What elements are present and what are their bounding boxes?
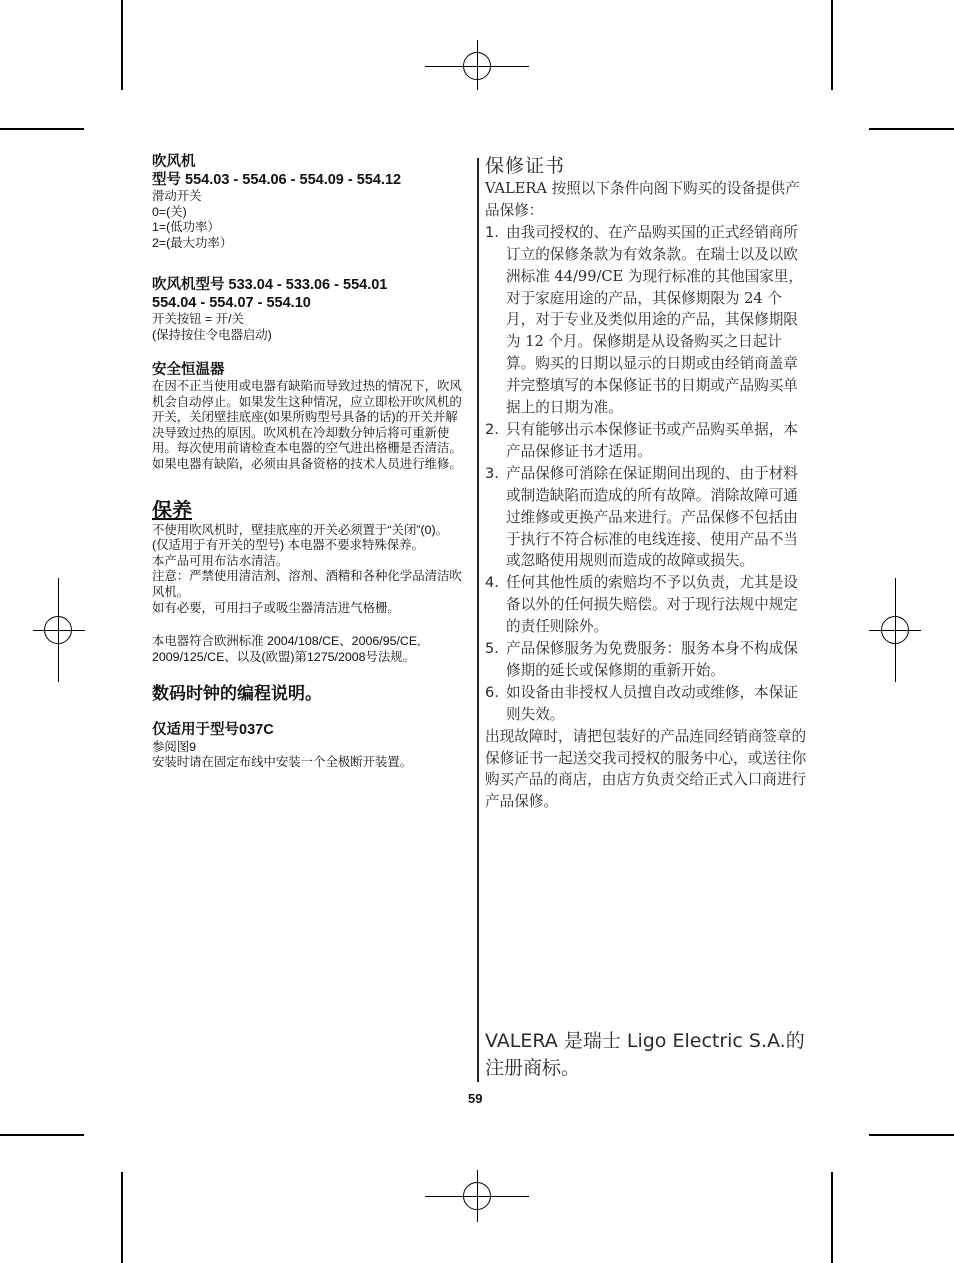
list-item <box>485 419 810 463</box>
registration-circle <box>463 52 491 80</box>
install-note: 安装时请在固定布线中安装一个全极断开装置。 <box>152 755 413 770</box>
dryer1-option-2: 2=(最大功率） <box>152 235 233 250</box>
list-item <box>485 222 810 419</box>
crop-mark <box>0 128 84 130</box>
item-text: 只有能够出示本保修证书或产品购买单据，本产品保修证书才适用。 <box>506 420 798 460</box>
see-figure: 参阅图9 <box>152 739 197 754</box>
item-number: 3. <box>485 464 499 482</box>
care-title: 保养 <box>152 499 192 522</box>
care-text-4: 如有必要，可用扫子或吸尘器清洁进气格栅。 <box>152 600 400 615</box>
crop-mark <box>831 0 833 90</box>
crop-mark <box>869 128 954 130</box>
dryer1-models: 型号 554.03 - 554.06 - 554.09 - 554.12 <box>152 171 402 188</box>
item-number: 5. <box>485 640 499 658</box>
column-divider <box>477 158 479 1082</box>
list-item <box>485 463 810 573</box>
warranty-title: 保修证书 <box>485 155 566 177</box>
crop-mark <box>121 1172 123 1263</box>
warranty-intro: VALERA 按照以下条件向阁下购买的设备提供产品保修： <box>485 180 800 219</box>
compliance-text: 本电器符合欧洲标准 2004/108/CE、2006/95/CE, 2009/125/CE、以及(欧盟)第1275/2008号法规。 <box>152 634 421 664</box>
care-text-3: 注意：严禁使用清洁剂、溶剂、酒精和各种化学品清洁吹风机。 <box>152 569 462 599</box>
item-text: 产品保修可消除在保证期间出现的、由于材料或制造缺陷而造成的所有故障。消除故障可通过维修或更换产品来进行。产品保修不包括由于执行不符合标准的电线连接、使用产品不当或忽略使用规则而造成的故障或损失。 <box>506 464 798 570</box>
list-item <box>485 682 810 726</box>
care-text-2: 本产品可用布沾水清洁。 <box>152 553 289 568</box>
item-text: 产品保修服务为免费服务：服务本身不构成保修期的延长或保修期的重新开始。 <box>506 640 798 679</box>
item-text: 任何其他性质的索赔均不予以负责，尤其是设备以外的任何损失赔偿。对于现行法规中规定的责任则除外。 <box>506 574 798 636</box>
registration-circle <box>463 1182 491 1210</box>
dryer1-title: 吹风机 <box>152 154 196 170</box>
care-text-1: 不使用吹风机时，壁挂底座的开关必须置于“关闭”(0)。(仅适用于有开关的型号) 本电器不要求特殊保养。 <box>152 522 448 553</box>
item-number: 2. <box>485 420 499 438</box>
dryer1-switch: 滑动开关 <box>152 189 202 203</box>
dryer2-button: 开关按钮 = 开/关 <box>152 312 244 327</box>
dryer2-title-line2: 554.04 - 554.07 - 554.10 <box>152 294 311 311</box>
warranty-column <box>485 154 810 813</box>
trademark-note: VALERA 是瑞士 Ligo Electric S.A.的注册商标。 <box>485 1030 805 1079</box>
registration-circle <box>881 616 909 644</box>
crop-mark <box>831 1172 833 1263</box>
left-column <box>152 154 464 771</box>
list-item <box>485 572 810 638</box>
list-item <box>485 638 810 682</box>
thermostat-title: 安全恒温器 <box>152 361 225 378</box>
model-title: 仅适用于型号037C <box>152 722 274 739</box>
thermostat-text: 在因不正当使用或电器有缺陷而导致过热的情况下，吹风机会自动停止。如果发生这种情况，应立即松开吹风机的开关，关闭壁挂底座(如果所购型号具备的话)的开关并解决导致过热的原因。吹风机在冷却数分钟后将可重新使用。每次使用前请检查本电器的空气进出格栅是否清洁。 <box>152 379 462 456</box>
item-number: 6. <box>485 683 499 701</box>
dryer1-option-0: 0=(关) <box>152 204 187 219</box>
registration-circle <box>44 616 72 644</box>
thermostat-text-2: 如果电器有缺陷，必须由具备资格的技术人员进行维修。 <box>152 457 462 472</box>
warranty-terms <box>485 222 810 726</box>
warranty-outro: 出现故障时，请把包装好的产品连同经销商签章的保修证书一起送交我司授权的服务中心，或送往你购买产品的商店，由店方负责交给正式入口商进行产品保修。 <box>485 727 807 811</box>
item-text: 由我司授权的、在产品购买国的正式经销商所订立的保修条款为有效条款。在瑞士以及以欧洲标准 44/99/CE 为现行标准的其他国家里，对于家庭用途的产品，其保修期限为 24 个月，对于专业及类似用途的产品，其保修期限为 12 个月。保修期是从设备购买之日起计算。购买的日期以显示的日期或由经销商盖章并完整填写的本保修证书的日期或产品购买单据上的日期为准。 <box>506 223 803 417</box>
crop-mark <box>0 1134 84 1136</box>
dryer1-option-1: 1=(低功率） <box>152 220 220 235</box>
clock-title: 数码时钟的编程说明。 <box>152 684 322 704</box>
crop-mark <box>121 0 123 90</box>
crop-mark <box>869 1134 954 1136</box>
dryer2-title-line1: 吹风机型号 533.04 - 533.06 - 554.01 <box>152 277 388 294</box>
item-number: 1. <box>485 223 499 241</box>
dryer2-hold: (保持按住令电器启动) <box>152 327 272 342</box>
page-number: 59 <box>468 1091 483 1106</box>
item-text: 如设备由非授权人员擅自改动或维修，本保证则失效。 <box>506 683 798 723</box>
item-number: 4. <box>485 574 499 592</box>
